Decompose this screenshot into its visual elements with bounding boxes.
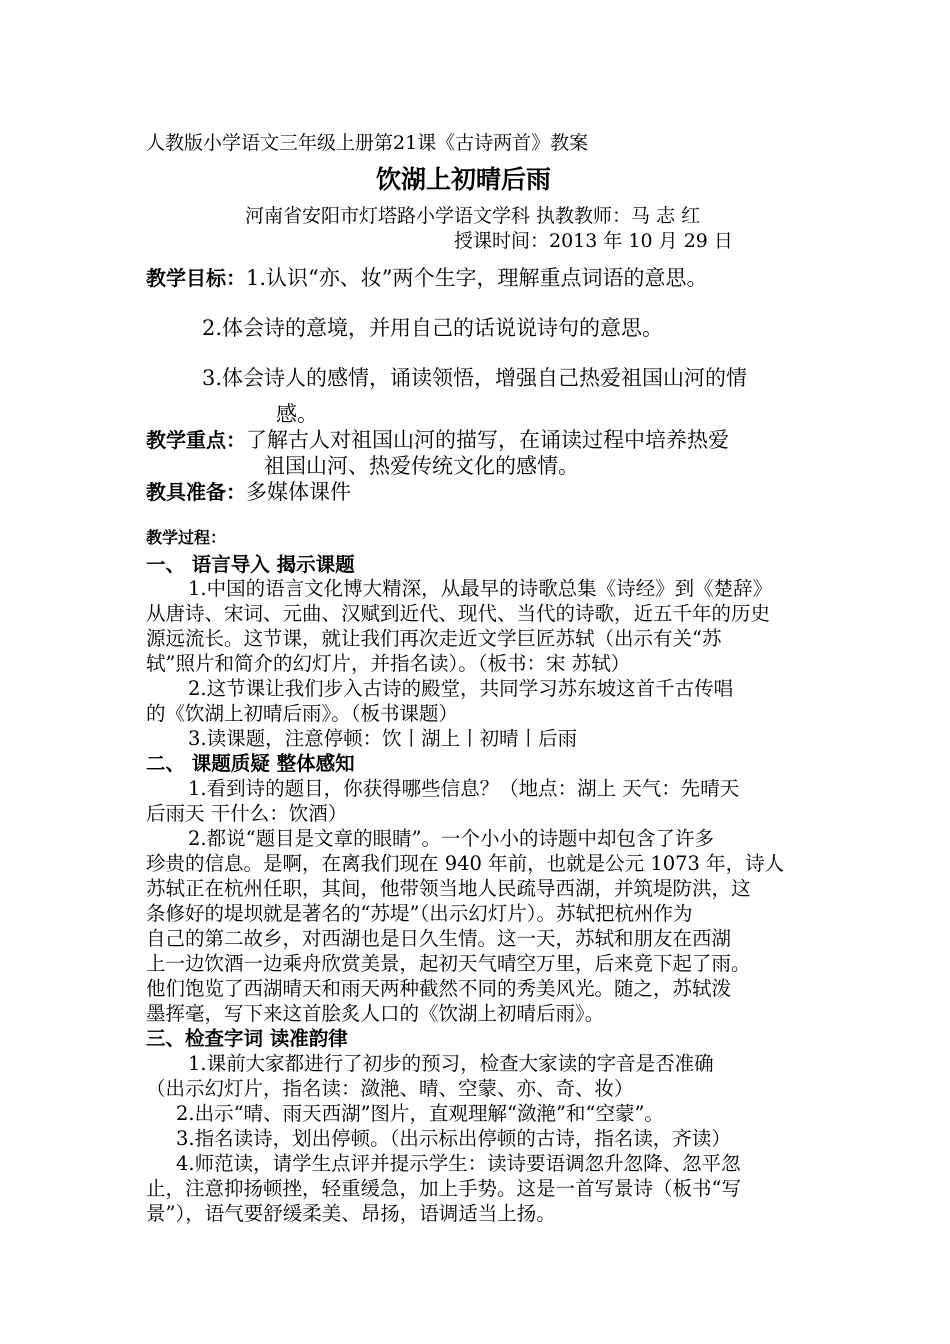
section-2-heading: 二、 课题质疑 整体感知 bbox=[146, 752, 355, 775]
materials-text: 多媒体课件 bbox=[246, 480, 351, 504]
objective-3b: 感。 bbox=[276, 402, 318, 426]
objective-3a: 3.体会诗人的感情，诵读领悟，增强自己热爱祖国山河的情 bbox=[202, 366, 748, 390]
keypoints-text-2: 祖国山河、热爱传统文化的感情。 bbox=[264, 454, 579, 478]
s2-line-6: 自己的第二故乡，对西湖也是日久生情。这一天，苏轼和朋友在西湖 bbox=[146, 927, 732, 950]
document-subtitle: 人教版小学语文三年级上册第21课《古诗两首》教案 bbox=[146, 132, 589, 154]
s2-line-3: 珍贵的信息。是啊，在离我们现在 940 年前，也就是公元 1073 年，诗人 bbox=[146, 852, 785, 875]
s2-line-8: 他们饱览了西湖晴天和雨天两种截然不同的秀美风光。随之，苏轼泼 bbox=[146, 977, 732, 1000]
s1-line-0: 1.中国的语言文化博大精深，从最早的诗歌总集《诗经》到《楚辞》 bbox=[188, 577, 773, 600]
section-1-heading: 一、 语言导入 揭示课题 bbox=[146, 553, 355, 576]
s1-line-6: 3.读课题，注意停顿：饮丨湖上丨初晴丨后雨 bbox=[188, 727, 578, 750]
s3-line-5: 止，注意抑扬顿挫，轻重缓急，加上手势。这是一首写景诗（板书“写 bbox=[146, 1177, 741, 1200]
s3-line-4: 4.师范读，请学生点评并提示学生：读诗要语调忽升忽降、忽平忽 bbox=[176, 1152, 741, 1175]
materials-label: 教具准备： bbox=[146, 480, 246, 504]
keypoints-text-1: 了解古人对祖国山河的描写，在诵读过程中培养热爱 bbox=[246, 428, 729, 452]
s1-line-1: 从唐诗、宋词、元曲、汉赋到近代、现代、当代的诗歌，近五千年的历史 bbox=[146, 602, 771, 625]
materials-line bbox=[146, 476, 351, 506]
s2-line-5: 条修好的堤坝就是著名的“苏堤”（出示幻灯片）。苏轼把杭州作为 bbox=[146, 902, 693, 925]
author-line: 河南省安阳市灯塔路小学语文学科 执教教师：马 志 红 bbox=[245, 205, 701, 227]
s3-line-3: 3.指名读诗，划出停顿。（出示标出停顿的古诗，指名读，齐读） bbox=[176, 1127, 731, 1150]
s2-line-9: 墨挥毫，写下来这首脍炙人口的《饮湖上初晴后雨》。 bbox=[146, 1002, 605, 1025]
objectives-line-1 bbox=[146, 262, 708, 292]
objective-1: 1.认识“亦、妆”两个生字，理解重点词语的意思。 bbox=[246, 266, 708, 290]
date-line: 授课时间：2013 年 10 月 29 日 bbox=[454, 230, 733, 252]
s3-line-2: 2.出示“晴、雨天西湖”图片，直观理解“潋滟”和“空蒙”。 bbox=[176, 1102, 664, 1125]
s2-line-7: 上一边饮酒一边乘舟欣赏美景，起初天气晴空万里，后来竟下起了雨。 bbox=[146, 952, 751, 975]
s3-line-1: （出示幻灯片，指名读：潋滟、晴、空蒙、亦、奇、妆） bbox=[146, 1077, 634, 1100]
s1-line-2: 源远流长。这节课，就让我们再次走近文学巨匠苏轼（出示有关“苏 bbox=[146, 627, 722, 650]
s1-line-4: 2.这节课让我们步入古诗的殿堂，共同学习苏东坡这首千古传唱 bbox=[188, 677, 734, 700]
s2-line-0: 1.看到诗的题目，你获得哪些信息？（地点：湖上 天气：先晴天 bbox=[188, 777, 740, 800]
keypoints-label: 教学重点： bbox=[146, 428, 246, 452]
s2-line-2: 2.都说“题目是文章的眼睛”。一个小小的诗题中却包含了许多 bbox=[188, 827, 715, 850]
objectives-label: 教学目标： bbox=[146, 266, 246, 290]
document-title: 饮湖上初晴后雨 bbox=[376, 165, 552, 194]
s2-line-4: 苏轼正在杭州任职，其间，他带领当地人民疏导西湖，并筑堤防洪，这 bbox=[146, 877, 751, 900]
s1-line-5: 的《饮湖上初晴后雨》。（板书课题） bbox=[146, 702, 459, 725]
section-3-heading: 三、检查字词 读准韵律 bbox=[146, 1027, 348, 1050]
s1-line-3: 轼”照片和简介的幻灯片，并指名读）。（板书：宋 苏轼） bbox=[146, 652, 631, 675]
process-label: 教学过程： bbox=[146, 528, 227, 547]
s3-line-6: 景”），语气要舒缓柔美、昂扬，语调适当上扬。 bbox=[146, 1202, 556, 1225]
objective-2: 2.体会诗的意境，并用自己的话说说诗句的意思。 bbox=[202, 316, 664, 340]
s2-line-1: 后雨天 干什么：饮酒） bbox=[146, 802, 348, 825]
s3-line-0: 1.课前大家都进行了初步的预习，检查大家读的字音是否准确 bbox=[188, 1052, 714, 1075]
